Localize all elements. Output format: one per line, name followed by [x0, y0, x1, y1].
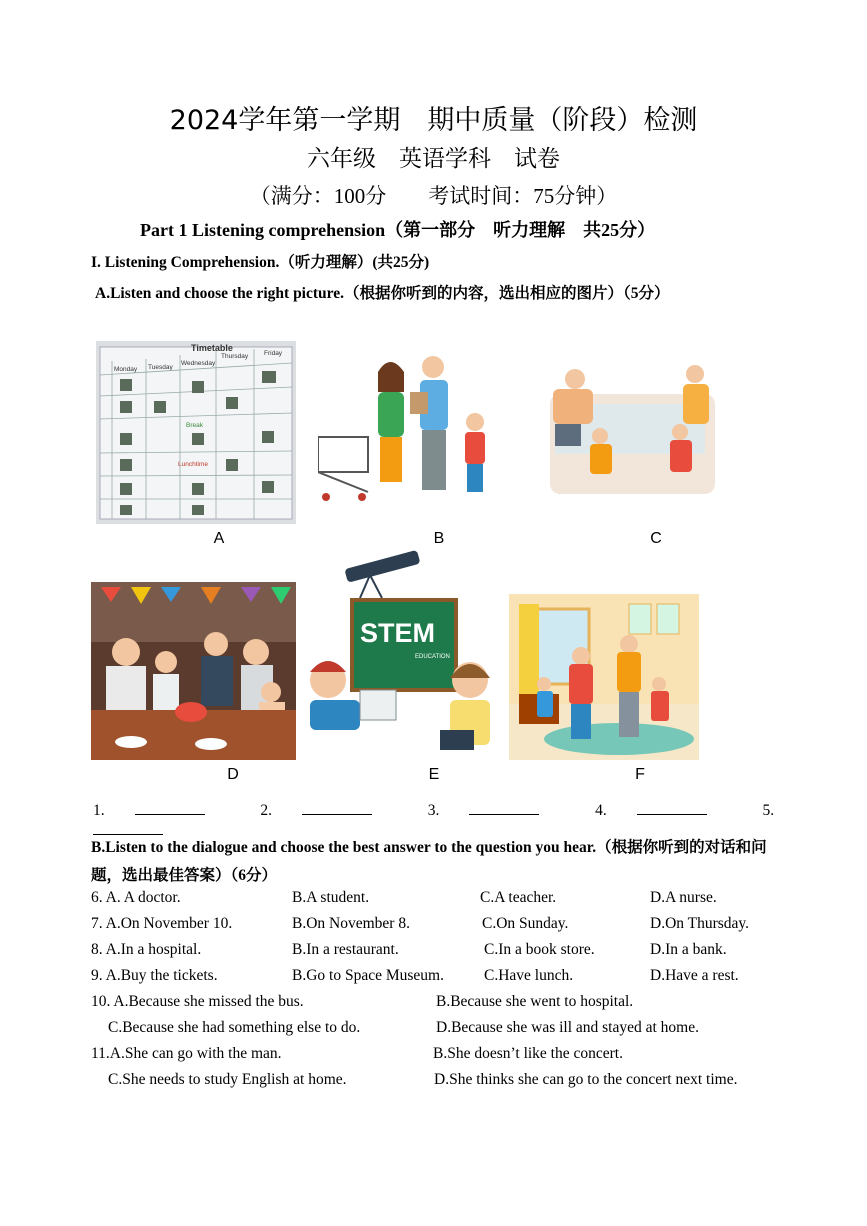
timetable-title: Timetable — [191, 343, 233, 353]
picture-label-d: D — [227, 766, 239, 783]
blank-3[interactable]: 3. — [428, 802, 566, 819]
blank-2[interactable]: 2. — [260, 802, 398, 819]
picture-b-shopping — [318, 352, 493, 502]
section1-heading: I. Listening Comprehension.（听力理解）(共25分) — [91, 254, 430, 271]
break-label: Break — [186, 422, 203, 429]
blank-1[interactable]: 1. — [93, 802, 231, 819]
day-label: Tuesday — [148, 364, 173, 371]
q10-option-b[interactable]: B.Because she went to hospital. — [436, 993, 634, 1010]
q8-option-a[interactable]: 8. A.In a hospital. — [91, 941, 202, 958]
stem-board-text: STEM — [360, 618, 436, 648]
day-label: Wednesday — [181, 360, 216, 367]
picture-a-timetable — [96, 341, 296, 524]
day-label: Thursday — [221, 353, 249, 360]
q7-option-b[interactable]: B.On November 8. — [292, 915, 410, 932]
picture-f-cleaning — [509, 594, 699, 760]
picture-c-making-bed — [545, 364, 720, 499]
exam-info: （满分：100分 考试时间：75分钟） — [249, 184, 618, 208]
day-label: Monday — [114, 366, 138, 373]
sectionB-heading: B.Listen to the dialogue and choose the best answer to the question you hear.（根据你听到的对话和问题，选出最佳答案）（6分） — [91, 839, 767, 884]
picture-label-a: A — [213, 530, 225, 547]
q8-option-d[interactable]: D.In a bank. — [650, 941, 727, 958]
q9-option-a[interactable]: 9. A.Buy the tickets. — [91, 967, 218, 984]
exam-title: 2024学年第一学期 期中质量（阶段）检测 — [169, 105, 698, 136]
q7-option-c[interactable]: C.On Sunday. — [482, 915, 569, 932]
q8-option-b[interactable]: B.In a restaurant. — [292, 941, 399, 958]
blank-5[interactable]: 5. — [93, 802, 800, 839]
picture-label-f: F — [635, 766, 645, 783]
blank-4[interactable]: 4. — [595, 802, 733, 819]
q11-option-a[interactable]: 11.A.She can go with the man. — [91, 1045, 282, 1062]
q7-option-d[interactable]: D.On Thursday. — [650, 915, 750, 932]
picture-d-birthday — [91, 582, 296, 760]
q11-option-b[interactable]: B.She doesn’t like the concert. — [433, 1045, 623, 1062]
picture-label-c: C — [650, 530, 662, 547]
q10-option-a[interactable]: 10. A.Because she missed the bus. — [91, 993, 304, 1010]
stem-board-subtext: EDUCATION — [415, 654, 450, 660]
picture-e-stem — [300, 550, 500, 760]
q8-option-c[interactable]: C.In a book store. — [484, 941, 595, 958]
q9-option-d[interactable]: D.Have a rest. — [650, 967, 739, 984]
q10-option-c[interactable]: C.Because she had something else to do. — [108, 1019, 361, 1036]
q9-option-c[interactable]: C.Have lunch. — [484, 967, 574, 984]
q6-option-b[interactable]: B.A student. — [292, 889, 370, 906]
q7-option-a[interactable]: 7. A.On November 10. — [91, 915, 233, 932]
day-label: Friday — [264, 350, 283, 357]
picture-label-b: B — [433, 530, 445, 547]
q6-option-c[interactable]: C.A teacher. — [480, 889, 557, 906]
q6-option-a[interactable]: 6. A. A doctor. — [91, 889, 181, 906]
part1-heading: Part 1 Listening comprehension（第一部分 听力理解 共25分） — [140, 220, 656, 240]
exam-subtitle: 六年级 英语学科 试卷 — [307, 146, 560, 172]
q6-option-d[interactable]: D.A nurse. — [650, 889, 717, 906]
q11-option-d[interactable]: D.She thinks she can go to the concert next time. — [434, 1071, 738, 1088]
picture-label-e: E — [428, 766, 440, 783]
q10-option-d[interactable]: D.Because she was ill and stayed at home. — [436, 1019, 699, 1036]
lunchtime-label: Lunchtime — [178, 461, 208, 468]
sectionA-heading: A.Listen and choose the right picture.（根据你听到的内容，选出相应的图片）（5分） — [95, 285, 670, 302]
q11-option-c[interactable]: C.She needs to study English at home. — [108, 1071, 347, 1088]
q9-option-b[interactable]: B.Go to Space Museum. — [292, 967, 444, 984]
